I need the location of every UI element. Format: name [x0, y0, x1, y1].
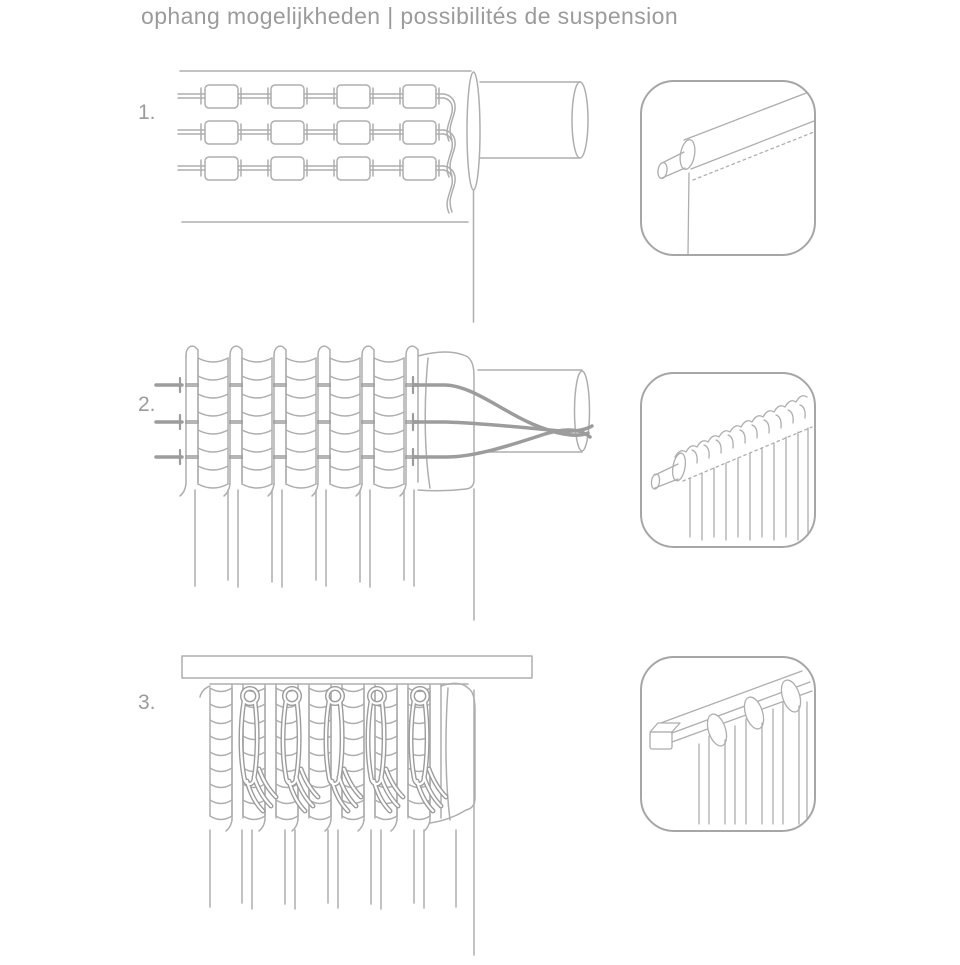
curtain-rod-drawing [480, 82, 588, 158]
option-1-result-thumbnail [640, 80, 816, 256]
wave-curtain-on-rail-icon [642, 658, 814, 830]
gathered-curtain-on-rod-icon [642, 374, 814, 546]
option-3-result-thumbnail [640, 656, 816, 832]
curtain-tape-drawing [178, 71, 480, 322]
gathered-tape-pull-cords-rod-diagram [130, 330, 610, 660]
curtain-hooks-in-tape-on-rail-diagram [130, 630, 610, 965]
option-1-number: 1. [138, 101, 156, 124]
option-2-number: 2. [138, 393, 156, 416]
curtain-rail-drawing [182, 656, 532, 678]
curtain-rod-drawing [478, 370, 590, 452]
option-3-number: 3. [138, 691, 156, 714]
option-2-result-thumbnail [640, 372, 816, 548]
rod-pocket-curtain-icon [642, 82, 814, 254]
curtain-hooks-drawing [241, 688, 446, 811]
page-title: ophang mogelijkheden | possibilités de suspension [141, 3, 679, 29]
gathered-tape-drawing [180, 346, 474, 620]
